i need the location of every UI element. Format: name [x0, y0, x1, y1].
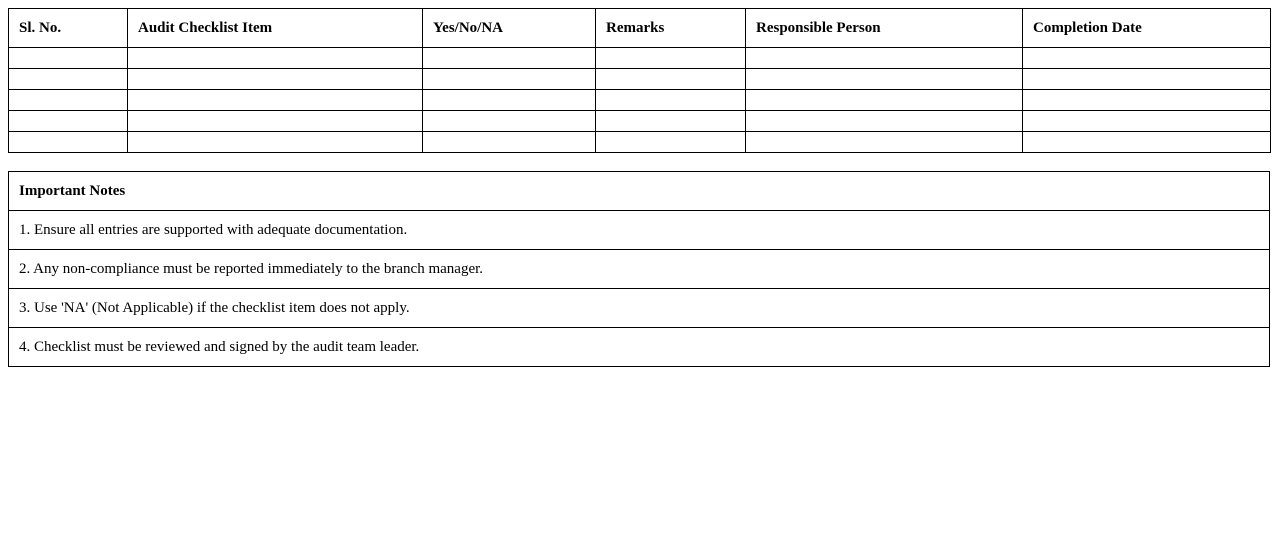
table-cell[interactable] — [1023, 132, 1271, 153]
note-item: 2. Any non-compliance must be reported immediately to the branch manager. — [9, 250, 1270, 289]
table-cell[interactable] — [9, 90, 128, 111]
table-cell[interactable] — [1023, 48, 1271, 69]
note-row — [9, 289, 1270, 328]
note-item: 1. Ensure all entries are supported with adequate documentation. — [9, 211, 1270, 250]
table-row — [9, 90, 1271, 111]
notes-title: Important Notes — [9, 172, 1270, 211]
table-cell[interactable] — [746, 48, 1023, 69]
note-row — [9, 250, 1270, 289]
important-notes-table — [8, 171, 1270, 367]
notes-header-row — [9, 172, 1270, 211]
header-sl-no: Sl. No. — [9, 9, 128, 48]
table-cell[interactable] — [423, 48, 596, 69]
table-header-row — [9, 9, 1271, 48]
table-cell[interactable] — [128, 69, 423, 90]
table-cell[interactable] — [128, 111, 423, 132]
table-row — [9, 132, 1271, 153]
header-responsible-person: Responsible Person — [746, 9, 1023, 48]
table-cell[interactable] — [596, 90, 746, 111]
note-item: 4. Checklist must be reviewed and signed by the audit team leader. — [9, 328, 1270, 367]
header-yes-no-na: Yes/No/NA — [423, 9, 596, 48]
table-cell[interactable] — [746, 132, 1023, 153]
table-cell[interactable] — [128, 132, 423, 153]
header-remarks: Remarks — [596, 9, 746, 48]
note-row — [9, 328, 1270, 367]
table-cell[interactable] — [746, 69, 1023, 90]
header-completion-date: Completion Date — [1023, 9, 1271, 48]
table-cell[interactable] — [596, 111, 746, 132]
table-cell[interactable] — [9, 111, 128, 132]
table-row — [9, 69, 1271, 90]
table-cell[interactable] — [746, 90, 1023, 111]
table-cell[interactable] — [596, 132, 746, 153]
table-cell[interactable] — [1023, 111, 1271, 132]
table-cell[interactable] — [9, 48, 128, 69]
table-cell[interactable] — [423, 90, 596, 111]
table-cell[interactable] — [423, 111, 596, 132]
table-row — [9, 48, 1271, 69]
table-cell[interactable] — [9, 132, 128, 153]
table-cell[interactable] — [1023, 69, 1271, 90]
note-item: 3. Use 'NA' (Not Applicable) if the checklist item does not apply. — [9, 289, 1270, 328]
table-cell[interactable] — [128, 90, 423, 111]
table-cell[interactable] — [746, 111, 1023, 132]
table-cell[interactable] — [423, 132, 596, 153]
table-cell[interactable] — [596, 69, 746, 90]
table-cell[interactable] — [1023, 90, 1271, 111]
table-cell[interactable] — [423, 69, 596, 90]
note-row — [9, 211, 1270, 250]
table-cell[interactable] — [9, 69, 128, 90]
table-row — [9, 111, 1271, 132]
table-cell[interactable] — [596, 48, 746, 69]
header-audit-checklist-item: Audit Checklist Item — [128, 9, 423, 48]
audit-checklist-table — [8, 8, 1271, 153]
table-cell[interactable] — [128, 48, 423, 69]
